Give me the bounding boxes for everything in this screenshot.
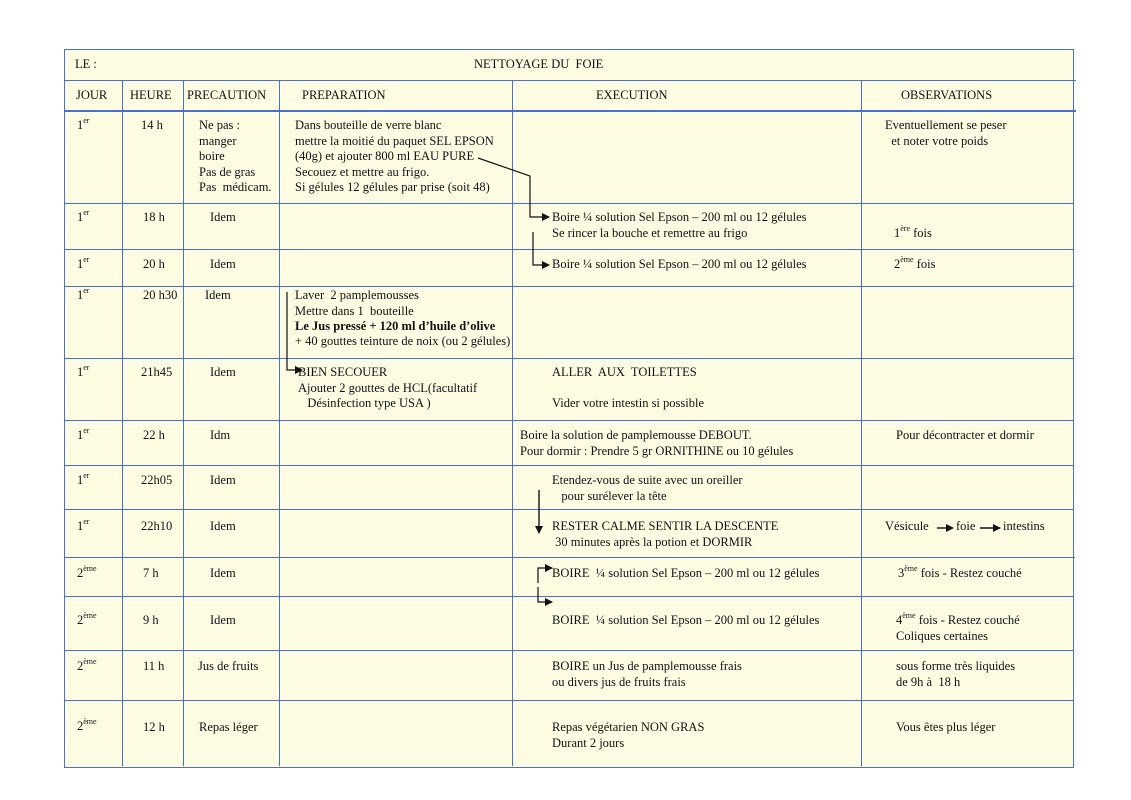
observation-cell: sous forme très liquides de 9h à 18 h bbox=[896, 659, 1016, 689]
precaution-cell: Jus de fruits bbox=[198, 659, 259, 673]
organ-flow-foie: foie bbox=[956, 519, 976, 533]
flow-arrow bbox=[478, 158, 549, 217]
jour-cell: 1er bbox=[77, 116, 90, 132]
observation-cell: 4ème fois - Restez couché Coliques certaines bbox=[896, 611, 1020, 643]
jour-cell: 1er bbox=[77, 363, 90, 379]
jour-cell: 2ème bbox=[77, 717, 97, 733]
execution-cell: Etendez-vous de suite avec un oreiller pour surélever la tête bbox=[552, 473, 743, 503]
jour-cell: 1er bbox=[77, 286, 90, 302]
heure-cell: 18 h bbox=[143, 210, 165, 224]
precaution-cell: Idem bbox=[205, 288, 231, 302]
precaution-cell: Idem bbox=[210, 210, 236, 224]
execution-cell: Boire la solution de pamplemousse DEBOUT. Pour dormir : Prendre 5 gr ORNITHINE ou 10 gélules bbox=[520, 428, 794, 458]
column-header-jour: JOUR bbox=[76, 88, 108, 102]
precaution-cell: Repas léger bbox=[199, 720, 258, 734]
execution-cell: ALLER AUX TOILETTES Vider votre intestin si possible bbox=[552, 365, 705, 410]
precaution-cell: Idem bbox=[210, 365, 236, 379]
heure-cell: 9 h bbox=[143, 613, 159, 627]
preparation-cell: Dans bouteille de verre blanc mettre la moitié du paquet SEL EPSON (40g) et ajouter 800 ml EAU PURE Secouez et mettre au frigo. Si gélules 12 gélules par prise (soit 48) bbox=[295, 118, 494, 194]
execution-cell: RESTER CALME SENTIR LA DESCENTE 30 minutes après la potion et DORMIR bbox=[552, 519, 779, 549]
observation-cell: Eventuellement se peser et noter votre poids bbox=[885, 118, 1007, 148]
column-header-preparation: PREPARATION bbox=[302, 88, 386, 102]
precaution-cell: Idem bbox=[210, 257, 236, 271]
precaution-cell: Idem bbox=[210, 566, 236, 580]
jour-cell: 1er bbox=[77, 471, 90, 487]
flow-arrow bbox=[287, 292, 302, 370]
jour-cell: 1er bbox=[77, 517, 90, 533]
jour-cell: 2ème bbox=[77, 657, 97, 673]
preparation-cell: BIEN SECOUER Ajouter 2 gouttes de HCL(facultatif Désinfection type USA ) bbox=[298, 365, 478, 410]
execution-cell: Boire ¼ solution Sel Epson – 200 ml ou 12 gélules Se rincer la bouche et remettre au frigo bbox=[552, 210, 807, 240]
execution-cell: BOIRE un Jus de pamplemousse frais ou divers jus de fruits frais bbox=[552, 659, 742, 689]
jour-cell: 1er bbox=[77, 208, 90, 224]
precaution-cell: Ne pas : manger boire Pas de gras Pas médicam. bbox=[199, 118, 272, 194]
execution-cell: Repas végétarien NON GRAS Durant 2 jours bbox=[552, 720, 705, 750]
column-header-execution: EXECUTION bbox=[596, 88, 668, 102]
precaution-cell: Idem bbox=[210, 613, 236, 627]
jour-cell: 1er bbox=[77, 426, 90, 442]
precaution-cell: Idem bbox=[210, 473, 236, 487]
observation-cell: Pour décontracter et dormir bbox=[896, 428, 1034, 442]
flow-arrow bbox=[538, 587, 552, 602]
date-label: LE : bbox=[75, 57, 97, 71]
heure-cell: 14 h bbox=[141, 118, 163, 132]
execution-cell: BOIRE ¼ solution Sel Epson – 200 ml ou 12 gélules bbox=[552, 566, 820, 580]
heure-cell: 7 h bbox=[143, 566, 159, 580]
observation-cell: 1ère fois bbox=[894, 224, 932, 240]
jour-cell: 2ème bbox=[77, 611, 97, 627]
precaution-cell: Idm bbox=[210, 428, 231, 442]
heure-cell: 22h05 bbox=[141, 473, 173, 487]
heure-cell: 20 h bbox=[143, 257, 165, 271]
preparation-cell: + 40 gouttes teinture de noix (ou 2 gélules) bbox=[295, 334, 511, 348]
observation-cell: Vous êtes plus léger bbox=[896, 720, 996, 734]
organ-flow-vesicule: Vésicule bbox=[885, 519, 929, 533]
heure-cell: 22 h bbox=[143, 428, 165, 442]
organ-flow-intestins: intestins bbox=[1003, 519, 1045, 533]
heure-cell: 11 h bbox=[143, 659, 165, 673]
heure-cell: 12 h bbox=[143, 720, 165, 734]
flow-arrow bbox=[533, 232, 549, 265]
observation-cell: 3ème fois - Restez couché bbox=[898, 564, 1022, 580]
execution-cell: Boire ¼ solution Sel Epson – 200 ml ou 12 gélules bbox=[552, 257, 807, 271]
document-title: NETTOYAGE DU FOIE bbox=[474, 57, 604, 71]
jour-cell: 1er bbox=[77, 255, 90, 271]
preparation-cell-bold: Le Jus pressé + 120 ml d’huile d’olive bbox=[295, 319, 496, 333]
heure-cell: 22h10 bbox=[141, 519, 173, 533]
column-header-precaution: PRECAUTION bbox=[187, 88, 267, 102]
column-header-heure: HEURE bbox=[130, 88, 172, 102]
observation-cell: 2ème fois bbox=[894, 255, 936, 271]
flow-arrow bbox=[538, 568, 552, 583]
heure-cell: 21h45 bbox=[141, 365, 173, 379]
heure-cell: 20 h30 bbox=[143, 288, 178, 302]
jour-cell: 2ème bbox=[77, 564, 97, 580]
execution-cell: BOIRE ¼ solution Sel Epson – 200 ml ou 12 gélules bbox=[552, 613, 820, 627]
precaution-cell: Idem bbox=[210, 519, 236, 533]
preparation-cell: Laver 2 pamplemousses Mettre dans 1 bouteille bbox=[295, 288, 419, 318]
column-header-observations: OBSERVATIONS bbox=[901, 88, 993, 102]
